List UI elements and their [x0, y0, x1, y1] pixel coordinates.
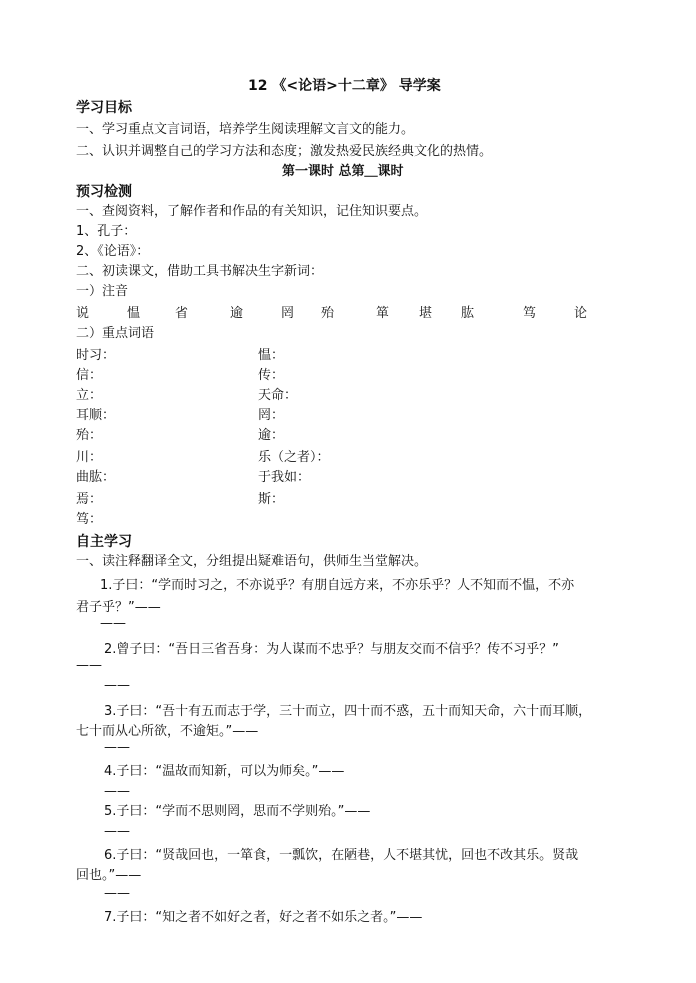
passage-line: 七十而从心所欲，不逾矩。”——	[76, 724, 259, 739]
passage-line: 6.子曰：“贤哉回也，一箪食，一瓢饮，在陋巷，人不堪其忧，回也不改其乐。贤哉	[104, 848, 579, 863]
vocab-item: 曲肱：	[76, 470, 116, 485]
passage-line: 2.曾子曰：“吾日三省吾身：为人谋而不忠乎？与朋友交而不信乎？传不习乎？”	[104, 642, 559, 657]
self-study-heading: 自主学习	[76, 534, 132, 550]
pinyin-char: 论	[574, 306, 588, 321]
answer-dash: ——	[104, 886, 130, 901]
preview-heading: 预习检测	[76, 184, 132, 200]
vocab-item: 天命：	[258, 388, 298, 403]
pinyin-heading: 一）注音	[76, 284, 129, 299]
answer-dash: ——	[104, 740, 130, 755]
pinyin-char: 笃	[523, 306, 537, 321]
pinyin-char: 堪	[419, 306, 433, 321]
passage-line: 3.子曰：“吾十有五而志于学，三十而立，四十而不惑，五十而知天命，六十而耳顺，	[104, 704, 592, 719]
vocab-item: 乐（之者）：	[258, 450, 330, 465]
pinyin-char: 殆	[321, 306, 335, 321]
preview-item-1: 一、查阅资料，了解作者和作品的有关知识，记住知识要点。	[76, 204, 428, 219]
vocab-item: 传：	[258, 368, 285, 383]
passage-line: 君子乎？”——	[76, 600, 161, 615]
vocab-item: 斯：	[258, 492, 285, 507]
vocab-heading: 二）重点词语	[76, 326, 155, 341]
passage-line: 1.子曰：“学而时习之，不亦说乎？有朋自远方来，不亦乐乎？人不知而不愠，不亦	[100, 578, 575, 593]
pinyin-char: 逾	[230, 306, 244, 321]
answer-dash: ——	[104, 678, 130, 693]
preview-item-2: 二、初读课文，借助工具书解决生字新词：	[76, 264, 324, 279]
pinyin-char: 肱	[461, 306, 475, 321]
vocab-item: 信：	[76, 368, 103, 383]
objective-item-1: 一、学习重点文言词语，培养学生阅读理解文言文的能力。	[76, 122, 415, 137]
pinyin-char: 愠	[127, 306, 141, 321]
answer-dash: ——	[100, 616, 126, 631]
vocab-item: 笃：	[76, 512, 103, 527]
answer-dash: ——	[76, 658, 102, 673]
objectives-heading: 学习目标	[76, 100, 132, 116]
preview-sub-1: 1、孔子：	[76, 224, 137, 239]
vocab-item: 罔：	[258, 408, 285, 423]
vocab-item: 殆：	[76, 428, 103, 443]
vocab-item: 耳顺：	[76, 408, 116, 423]
vocab-item: 逾：	[258, 428, 285, 443]
preview-sub-2: 2、《论语》：	[76, 244, 150, 259]
document-title: 12 《<论语>十二章》 导学案	[248, 78, 441, 94]
pinyin-char: 省	[175, 306, 189, 321]
objective-item-2: 二、认识并调整自己的学习方法和态度；激发热爱民族经典文化的热情。	[76, 144, 493, 159]
pinyin-char: 箪	[376, 306, 390, 321]
answer-dash: ——	[104, 784, 130, 799]
passage-line: 4.子曰：“温故而知新，可以为师矣。”——	[104, 764, 345, 779]
self-study-intro: 一、读注释翻译全文，分组提出疑难语句，供师生当堂解决。	[76, 554, 428, 569]
vocab-item: 于我如：	[258, 470, 311, 485]
vocab-item: 焉：	[76, 492, 103, 507]
passage-line: 7.子曰：“知之者不如好之者，好之者不如乐之者。”——	[104, 910, 423, 925]
lesson-line: 第一课时 总第＿课时	[282, 164, 404, 179]
passage-line: 5.子曰：“学而不思则罔，思而不学则殆。”——	[104, 804, 371, 819]
vocab-item: 立：	[76, 388, 103, 403]
vocab-item: 愠：	[258, 348, 285, 363]
vocab-item: 川：	[76, 450, 103, 465]
pinyin-char: 说	[76, 306, 90, 321]
pinyin-char: 罔	[281, 306, 295, 321]
vocab-item: 时习：	[76, 348, 116, 363]
passage-line: 回也。”——	[76, 868, 142, 883]
answer-dash: ——	[104, 824, 130, 839]
